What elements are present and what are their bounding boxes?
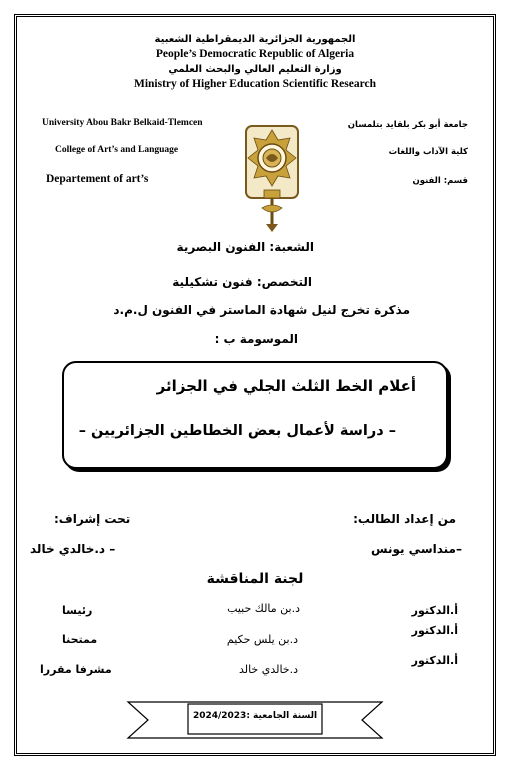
academic-year: السنة الجامعية :2024/2023 [192, 711, 318, 721]
committee-role-2: ممتحنا [62, 633, 98, 646]
university-arabic: جامعة أبو بكر بلقايد بتلمسان [347, 120, 468, 130]
committee-title: لجنة المناقشة [206, 571, 304, 587]
thesis-title-subtitle: – دراسة لأعمال بعض الخطاطين الجزائريين – [78, 423, 396, 439]
supervisor-label: تحت إشراف: [54, 512, 131, 526]
branch-line: الشعبة: الفنون البصرية [176, 240, 314, 254]
university-logo-icon [244, 124, 300, 234]
committee-name-1: د.بن مالك حبيب [227, 602, 300, 615]
university-english: University Abou Bakr Belkaid-Tlemcen [42, 118, 203, 128]
academic-year-ribbon [126, 698, 384, 742]
supervisor-name: – د.خالدي خالد [30, 542, 116, 556]
republic-arabic: الجمهورية الجزائرية الديمقراطية الشعبية [154, 34, 356, 45]
committee-rank-2: أ.الدكتور [411, 624, 458, 637]
committee-role-3: مشرفا مقررا [40, 663, 112, 676]
ministry-english: Ministry of Higher Education Scientific Research [133, 78, 376, 90]
thesis-title-box [62, 361, 448, 469]
committee-rank-3: أ.الدكتور [411, 654, 458, 667]
thesis-title-main: أعلام الخط الثلث الجلي في الجزائر [156, 377, 416, 395]
memo-line: مذكرة تخرج لنيل شهادة الماستر في الفنون ل.م.د [113, 303, 410, 317]
titled-line: الموسومة ب : [214, 332, 298, 346]
committee-role-1: رئيسا [62, 604, 93, 617]
committee-name-3: د.خالدي خالد [238, 663, 298, 676]
ministry-arabic: وزارة التعليم العالي والبحث العلمي [168, 64, 342, 75]
student-name: –منداسي يونس [371, 542, 462, 556]
committee-rank-1: أ.الدكتور [411, 604, 458, 617]
republic-english: People’s Democratic Republic of Algeria [155, 48, 355, 60]
college-arabic: كلية الآداب واللغات [388, 147, 468, 157]
department-english: Departement of art’s [46, 173, 149, 185]
committee-name-2: د.بن يلس حكيم [226, 633, 298, 646]
department-arabic: قسم: الفنون [412, 176, 468, 186]
student-label: من إعداد الطالب: [353, 512, 456, 526]
college-english: College of Art’s and Language [55, 145, 179, 155]
specialty-line: التخصص: فنون تشكيلية [172, 275, 312, 289]
